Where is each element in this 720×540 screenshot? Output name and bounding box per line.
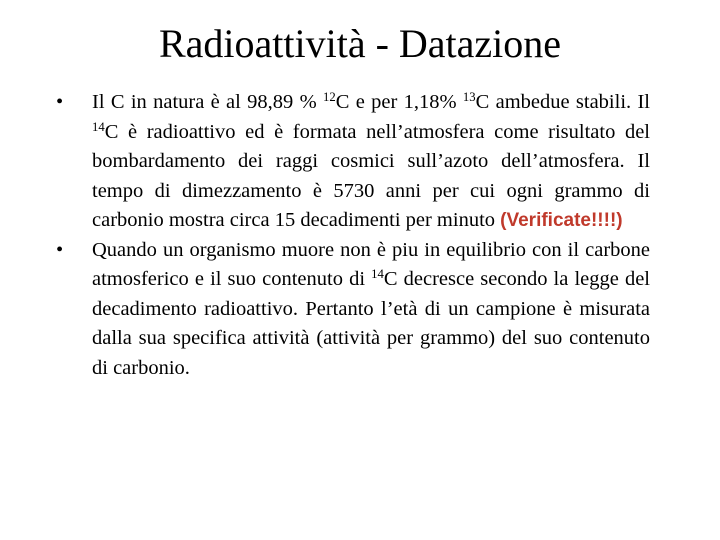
bullet2-text-1: Quando un organismo muore non è piu in equilibrio con il carbone atmosferico e il suo contenuto di (92, 238, 650, 290)
bullet1-text-4: C è radioattivo ed è formata nell’atmosfera come risultato del bombardamento dei raggi cosmici sull’azoto dell’atmosfera. Il tempo di dimezzamento è 5730 anni per cui ogni grammo di carbonio mostra circa 15 decadimenti per minuto (92, 120, 650, 231)
bullet1-sup-13: 13 (462, 90, 476, 105)
bullet2-text-2: C decresce secondo la legge del decadimento radioattivo. Pertanto l’età di un campione è misurata dalla sua specifica attività (attività per grammo) del suo contenuto di carbonio. (92, 268, 650, 379)
bullet-item-carbon-isotopes (56, 88, 650, 236)
bullet-dot-icon: • (56, 91, 64, 113)
bullet-list (56, 88, 650, 383)
bullet-item-organism-death (56, 236, 650, 384)
bullet1-text-2: C e per 1,18% (335, 91, 463, 113)
slide-title: Radioattività - Datazione (158, 21, 562, 66)
bullet-dot-icon: • (56, 238, 64, 261)
bullet1-text-3: C ambedue stabili. Il (475, 91, 650, 113)
bullet1-highlight: (Verificate!!!!) (500, 210, 623, 231)
bullet1-sup-12: 12 (323, 90, 336, 105)
bullet1-sup-14: 14 (92, 119, 105, 134)
bullet2-sup-14: 14 (371, 267, 384, 282)
bullet1-text-1: Il C in natura è al 98,89 % (92, 91, 324, 113)
